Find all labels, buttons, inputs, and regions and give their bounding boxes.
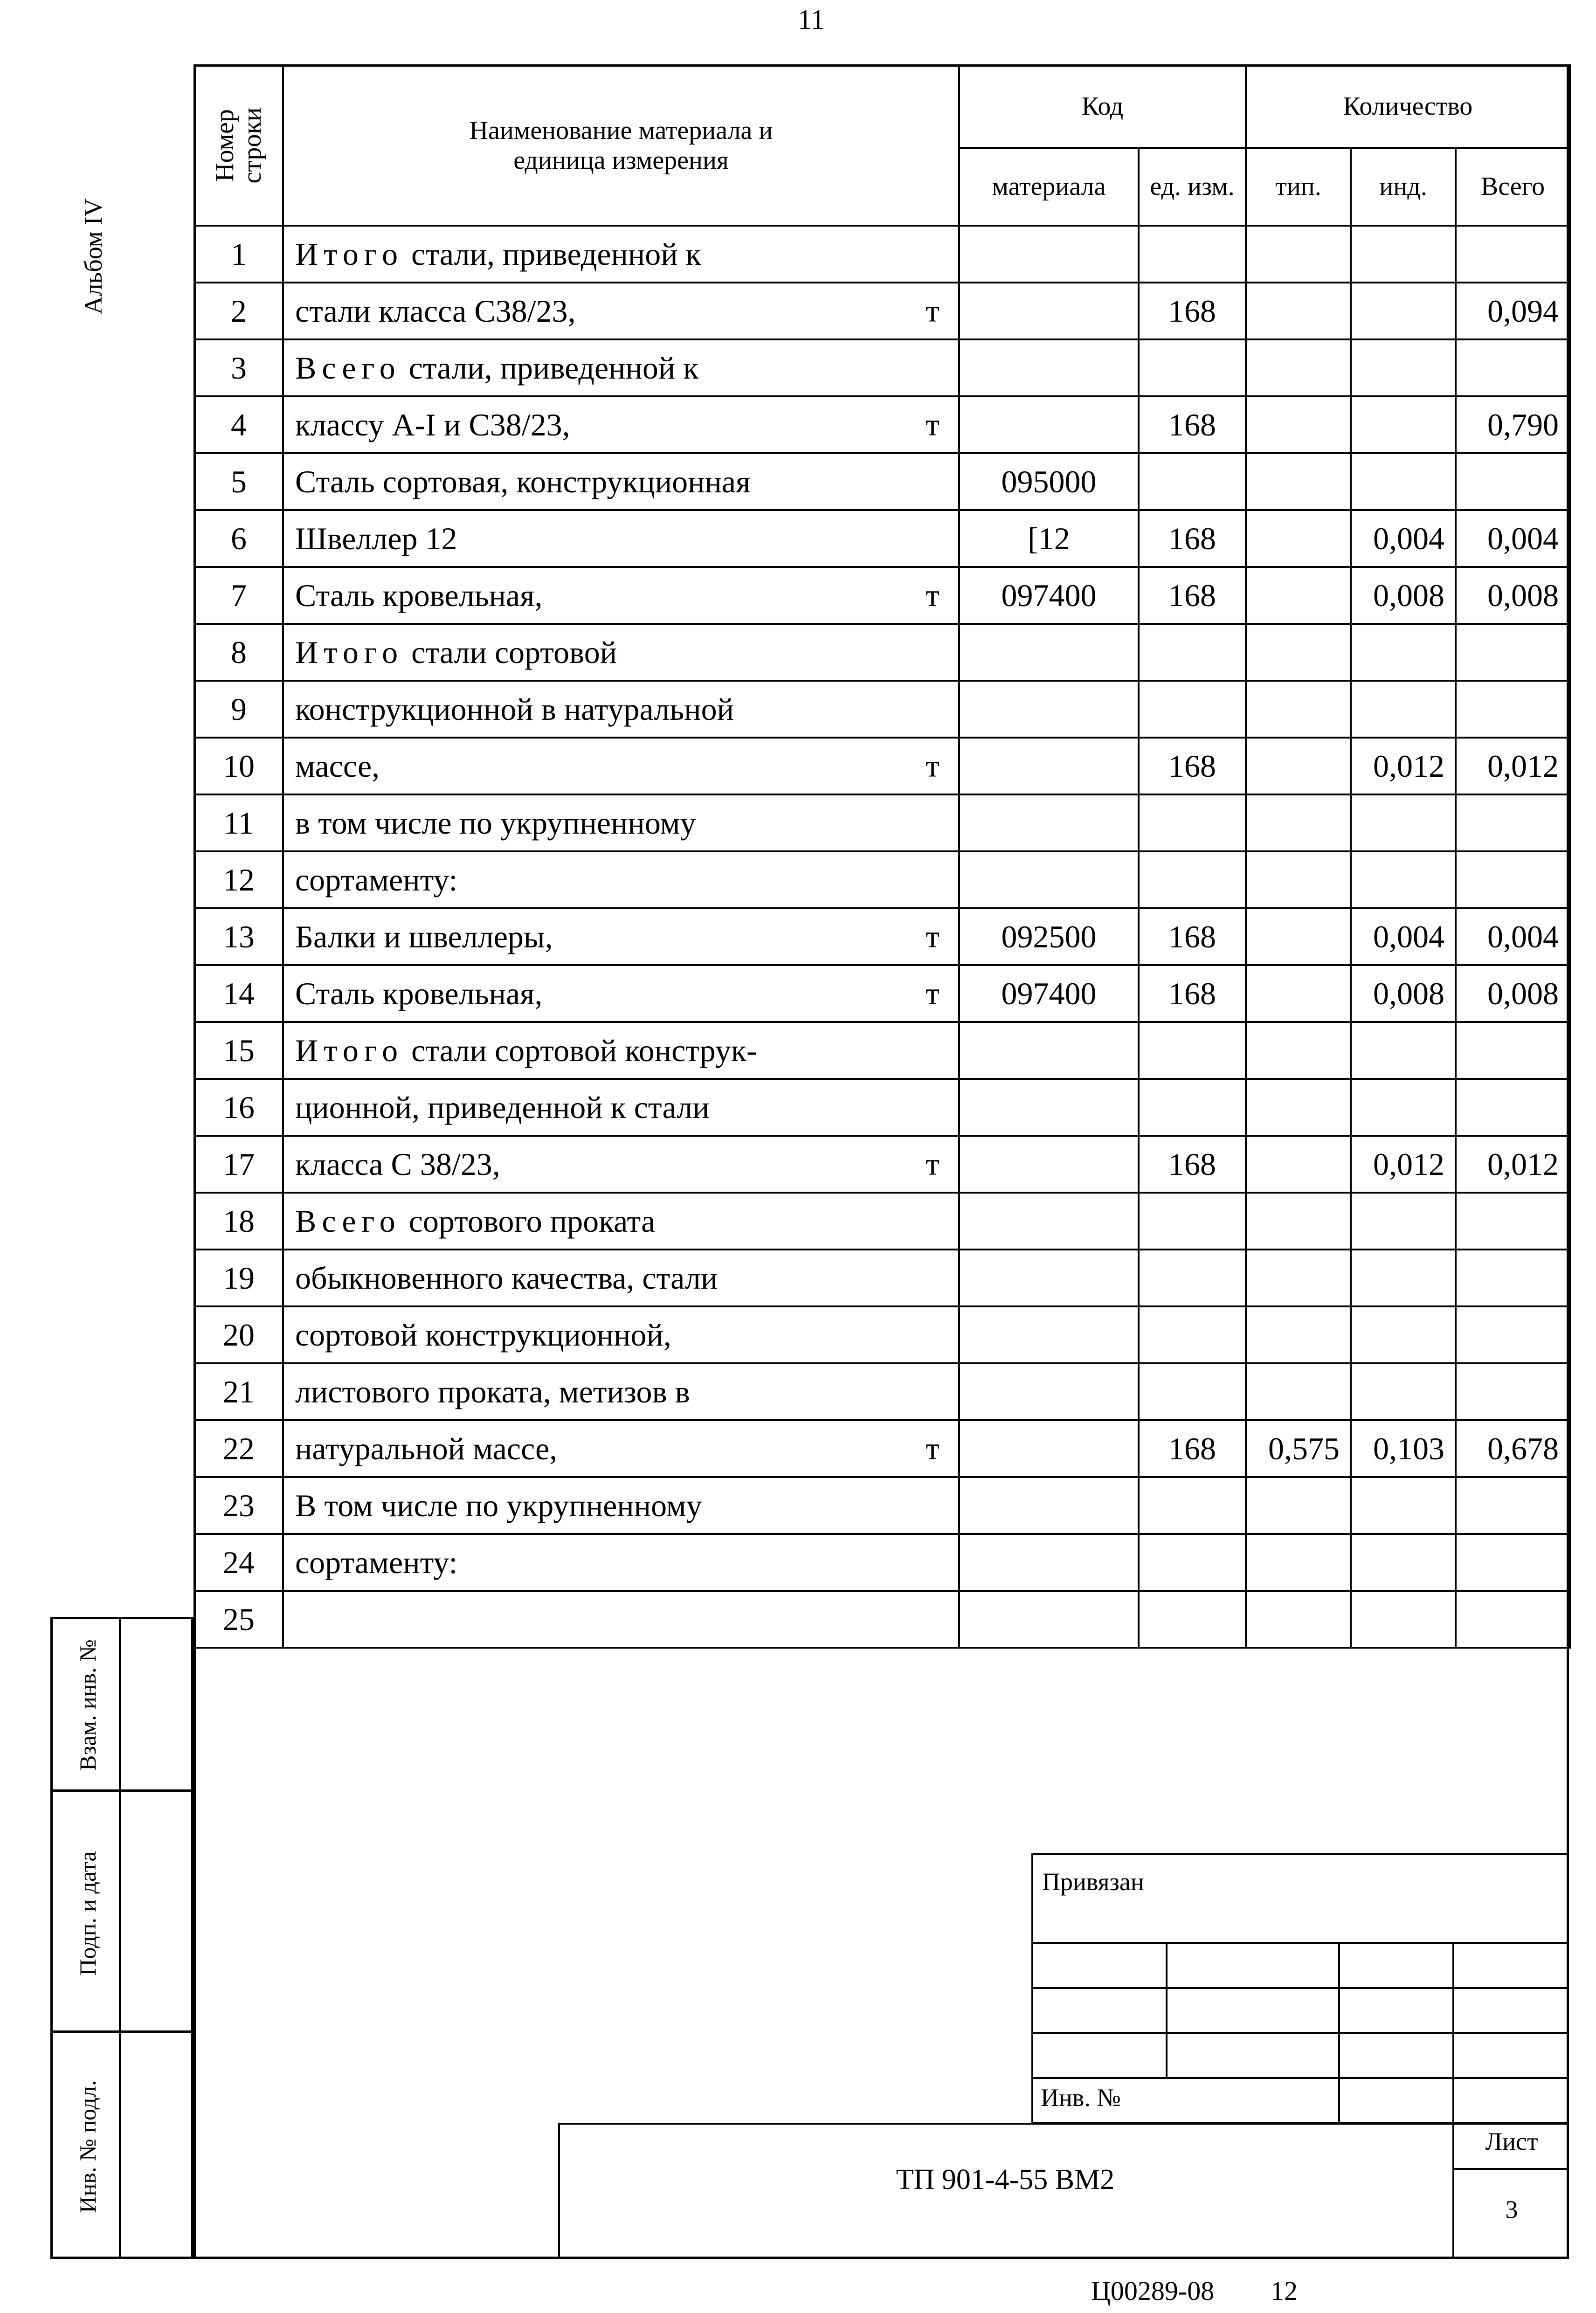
row-material-code — [959, 1534, 1139, 1591]
table-row — [194, 1022, 1570, 1079]
row-qty-total — [1456, 1193, 1570, 1250]
row-name-text: Швеллер 12 — [295, 520, 457, 556]
row-qty-typ — [1246, 1477, 1351, 1534]
row-qty-ind — [1351, 1022, 1456, 1079]
table-row — [194, 283, 1570, 339]
stamp-inv-label: Инв. № — [1041, 2084, 1121, 2112]
row-qty-ind — [1351, 396, 1456, 453]
row-unit-code — [1139, 1306, 1246, 1363]
row-unit: т — [926, 293, 940, 329]
row-material-code — [959, 1420, 1139, 1477]
row-qty-total — [1456, 681, 1570, 738]
row-name — [283, 1477, 959, 1534]
row-unit-code: 168 — [1139, 510, 1246, 567]
row-qty-typ — [1246, 681, 1351, 738]
row-number: 22 — [194, 1420, 283, 1477]
row-name — [283, 453, 959, 510]
row-name — [283, 1250, 959, 1306]
header-q-typ: тип. — [1246, 148, 1351, 226]
row-number: 18 — [194, 1193, 283, 1250]
table-row — [194, 908, 1570, 965]
table-row — [194, 1591, 1570, 1648]
row-qty-ind: 0,012 — [1351, 738, 1456, 794]
row-material-code — [959, 1477, 1139, 1534]
row-name-text: натуральной массе, — [295, 1430, 558, 1466]
row-material-code — [959, 1363, 1139, 1420]
row-material-code — [959, 1591, 1139, 1648]
row-qty-total — [1456, 339, 1570, 396]
row-material-code — [959, 396, 1139, 453]
row-qty-ind — [1351, 1363, 1456, 1420]
row-unit-code — [1139, 339, 1246, 396]
row-material-code — [959, 624, 1139, 681]
row-name — [283, 1079, 959, 1136]
row-name-spaced: Всего — [295, 350, 401, 386]
row-qty-ind: 0,004 — [1351, 510, 1456, 567]
row-name-text: стали сортовой — [403, 634, 617, 670]
table-row — [194, 226, 1570, 283]
row-name — [283, 1022, 959, 1079]
row-qty-ind — [1351, 1591, 1456, 1648]
row-qty-total — [1456, 226, 1570, 283]
row-name — [283, 681, 959, 738]
table-row — [194, 681, 1570, 738]
row-material-code: 097400 — [959, 567, 1139, 624]
row-qty-typ — [1246, 339, 1351, 396]
row-material-code — [959, 283, 1139, 339]
row-qty-total — [1456, 1534, 1570, 1591]
row-qty-typ — [1246, 567, 1351, 624]
row-qty-total — [1456, 1079, 1570, 1136]
row-qty-total: 0,008 — [1456, 567, 1570, 624]
row-number: 2 — [194, 283, 283, 339]
row-name-text: Сталь кровельная, — [295, 577, 543, 613]
row-name — [283, 283, 959, 339]
row-name-text: стали класса С38/23, — [295, 293, 576, 329]
row-unit-code — [1139, 1591, 1246, 1648]
table-row — [194, 453, 1570, 510]
side-cell-divider — [50, 2030, 193, 2033]
row-number: 21 — [194, 1363, 283, 1420]
row-qty-ind — [1351, 681, 1456, 738]
stamp-vline — [1338, 1942, 1340, 2124]
row-qty-ind: 0,008 — [1351, 567, 1456, 624]
row-name — [283, 1136, 959, 1193]
row-qty-typ: 0,575 — [1246, 1420, 1351, 1477]
row-unit-code: 168 — [1139, 396, 1246, 453]
row-name-text: сортовой конструкционной, — [295, 1317, 671, 1353]
header-row-number — [194, 65, 283, 226]
row-qty-total — [1456, 1250, 1570, 1306]
row-qty-ind — [1351, 624, 1456, 681]
row-name — [283, 1591, 959, 1648]
row-qty-total — [1456, 1477, 1570, 1534]
row-unit-code: 168 — [1139, 1420, 1246, 1477]
materials-table — [193, 64, 1571, 1649]
row-qty-ind — [1351, 1306, 1456, 1363]
document-code: ТП 901-4-55 ВМ2 — [896, 2164, 1115, 2196]
row-qty-ind: 0,004 — [1351, 908, 1456, 965]
stamp-hline — [1031, 1942, 1569, 1944]
row-material-code — [959, 1193, 1139, 1250]
row-qty-ind: 0,012 — [1351, 1136, 1456, 1193]
row-unit-code — [1139, 1363, 1246, 1420]
row-qty-typ — [1246, 965, 1351, 1022]
row-qty-ind — [1351, 339, 1456, 396]
row-unit: т — [926, 918, 940, 954]
row-number: 17 — [194, 1136, 283, 1193]
row-name-text: Сталь сортовая, конструкционная — [295, 463, 751, 499]
table-row — [194, 1420, 1570, 1477]
table-row — [194, 1534, 1570, 1591]
table-row — [194, 851, 1570, 908]
row-unit-code: 168 — [1139, 738, 1246, 794]
row-material-code: 097400 — [959, 965, 1139, 1022]
row-material-code — [959, 794, 1139, 851]
row-qty-typ — [1246, 453, 1351, 510]
row-unit-code — [1139, 794, 1246, 851]
row-qty-ind — [1351, 1193, 1456, 1250]
table-row — [194, 1136, 1570, 1193]
row-material-code: 092500 — [959, 908, 1139, 965]
row-qty-typ — [1246, 510, 1351, 567]
row-name-text: стали, приведенной к — [403, 236, 701, 272]
row-unit: т — [926, 577, 940, 613]
row-qty-total: 0,008 — [1456, 965, 1570, 1022]
row-number: 8 — [194, 624, 283, 681]
stamp-hline — [1452, 2168, 1569, 2170]
row-unit-code — [1139, 681, 1246, 738]
side-label-podp: Подп. и дата — [75, 1851, 101, 1976]
row-qty-typ — [1246, 1250, 1351, 1306]
row-qty-ind — [1351, 283, 1456, 339]
table-row — [194, 624, 1570, 681]
row-unit-code — [1139, 226, 1246, 283]
footer-number: 12 — [1271, 2276, 1298, 2306]
row-name-spaced: Итого — [295, 1032, 404, 1068]
row-name — [283, 567, 959, 624]
row-name-text: листового проката, метизов в — [295, 1374, 690, 1409]
row-name — [283, 965, 959, 1022]
row-name — [283, 851, 959, 908]
row-unit-code — [1139, 1193, 1246, 1250]
row-number: 11 — [194, 794, 283, 851]
row-qty-typ — [1246, 1136, 1351, 1193]
table-row — [194, 567, 1570, 624]
row-qty-total: 0,012 — [1456, 738, 1570, 794]
row-name — [283, 624, 959, 681]
table-row — [194, 339, 1570, 396]
row-name-text: массе, — [295, 748, 380, 784]
row-qty-typ — [1246, 908, 1351, 965]
row-name — [283, 226, 959, 283]
row-qty-ind: 0,103 — [1351, 1420, 1456, 1477]
row-qty-typ — [1246, 283, 1351, 339]
stamp-vline — [1452, 1942, 1454, 2124]
row-name-text: В том числе по укрупненному — [295, 1487, 702, 1523]
row-qty-total — [1456, 1363, 1570, 1420]
row-name-text: ционной, приведенной к стали — [295, 1089, 710, 1125]
row-number: 20 — [194, 1306, 283, 1363]
row-qty-ind — [1351, 1079, 1456, 1136]
row-name-spaced: Итого — [295, 236, 404, 272]
row-name-text: классу А-I и С38/23, — [295, 407, 570, 442]
row-unit-code: 168 — [1139, 908, 1246, 965]
header-q-ind: инд. — [1351, 148, 1456, 226]
row-number: 9 — [194, 681, 283, 738]
row-name — [283, 1534, 959, 1591]
row-qty-typ — [1246, 624, 1351, 681]
row-qty-total — [1456, 794, 1570, 851]
row-name — [283, 1363, 959, 1420]
row-qty-total — [1456, 453, 1570, 510]
stamp-privyazan-label: Привязан — [1042, 1868, 1144, 1896]
table-row — [194, 396, 1570, 453]
header-code: Код — [959, 65, 1246, 148]
table-row — [194, 965, 1570, 1022]
stamp-hline — [1031, 2032, 1569, 2034]
sheet-number: 3 — [1505, 2196, 1518, 2223]
row-material-code — [959, 738, 1139, 794]
table-row — [194, 1193, 1570, 1250]
row-unit-code — [1139, 1477, 1246, 1534]
table-row — [194, 794, 1570, 851]
row-qty-total — [1456, 1022, 1570, 1079]
row-material-code — [959, 1022, 1139, 1079]
row-qty-total — [1456, 1591, 1570, 1648]
row-unit-code — [1139, 453, 1246, 510]
footer-code: Ц00289-08 — [1091, 2276, 1215, 2306]
row-name-text: сортаменту: — [295, 862, 458, 898]
sheet-label: Лист — [1485, 2127, 1538, 2155]
row-unit-code: 168 — [1139, 283, 1246, 339]
row-material-code — [959, 1306, 1139, 1363]
row-name-text: в том числе по укрупненному — [295, 805, 696, 841]
row-name-text: сортаменту: — [295, 1544, 458, 1580]
row-number: 13 — [194, 908, 283, 965]
row-qty-total: 0,094 — [1456, 283, 1570, 339]
row-material-code — [959, 851, 1139, 908]
row-qty-total: 0,678 — [1456, 1420, 1570, 1477]
row-name-text: сортового проката — [401, 1203, 656, 1239]
row-unit-code: 168 — [1139, 1136, 1246, 1193]
row-qty-typ — [1246, 226, 1351, 283]
row-qty-total: 0,790 — [1456, 396, 1570, 453]
row-qty-typ — [1246, 1022, 1351, 1079]
row-qty-ind: 0,008 — [1351, 965, 1456, 1022]
table-row — [194, 738, 1570, 794]
row-material-code: 095000 — [959, 453, 1139, 510]
row-material-code — [959, 226, 1139, 283]
row-number: 4 — [194, 396, 283, 453]
row-qty-total — [1456, 1306, 1570, 1363]
row-unit: т — [926, 1146, 940, 1182]
row-unit-code: 168 — [1139, 567, 1246, 624]
row-qty-typ — [1246, 1591, 1351, 1648]
row-material-code — [959, 1136, 1139, 1193]
row-material-code — [959, 681, 1139, 738]
header-code-unit: ед. изм. — [1139, 148, 1246, 226]
row-qty-typ — [1246, 851, 1351, 908]
row-name — [283, 908, 959, 965]
table-row — [194, 1363, 1570, 1420]
row-qty-total — [1456, 624, 1570, 681]
stamp-hline — [1031, 1987, 1569, 1989]
row-qty-ind — [1351, 453, 1456, 510]
row-qty-typ — [1246, 1306, 1351, 1363]
row-number: 12 — [194, 851, 283, 908]
row-qty-total — [1456, 851, 1570, 908]
row-number: 16 — [194, 1079, 283, 1136]
row-number: 7 — [194, 567, 283, 624]
row-number: 24 — [194, 1534, 283, 1591]
stamp-vline — [1166, 1942, 1168, 2077]
row-qty-ind — [1351, 851, 1456, 908]
header-code-material: материала — [959, 148, 1139, 226]
row-unit: т — [926, 975, 940, 1011]
row-material-code — [959, 1250, 1139, 1306]
row-name-text: класса С 38/23, — [295, 1146, 500, 1182]
row-unit: т — [926, 748, 940, 784]
page-number: 11 — [798, 4, 825, 35]
row-unit-code — [1139, 1534, 1246, 1591]
row-unit-code — [1139, 624, 1246, 681]
row-name-text: стали, приведенной к — [401, 350, 699, 386]
row-number: 25 — [194, 1591, 283, 1648]
row-qty-ind — [1351, 1534, 1456, 1591]
row-number: 14 — [194, 965, 283, 1022]
row-qty-ind — [1351, 1250, 1456, 1306]
row-qty-typ — [1246, 1079, 1351, 1136]
row-qty-typ — [1246, 794, 1351, 851]
row-name — [283, 1420, 959, 1477]
row-name — [283, 510, 959, 567]
row-number: 15 — [194, 1022, 283, 1079]
table-row — [194, 1306, 1570, 1363]
row-unit: т — [926, 1430, 940, 1466]
side-cell-divider — [50, 1789, 193, 1792]
row-qty-typ — [1246, 738, 1351, 794]
row-name — [283, 339, 959, 396]
header-name-text: Наименование материала и единица измерения — [469, 116, 773, 175]
row-qty-ind — [1351, 794, 1456, 851]
row-unit-code — [1139, 851, 1246, 908]
row-name-text: обыкновенного качества, стали — [295, 1260, 718, 1296]
side-label-inv: Инв. № подл. — [75, 2080, 101, 2213]
row-qty-typ — [1246, 396, 1351, 453]
table-row — [194, 510, 1570, 567]
album-label: Альбом IV — [79, 198, 107, 315]
row-qty-typ — [1246, 1193, 1351, 1250]
table-row — [194, 1250, 1570, 1306]
header-quantity: Количество — [1246, 65, 1570, 148]
row-name — [283, 738, 959, 794]
row-qty-ind — [1351, 226, 1456, 283]
header-q-total: Всего — [1456, 148, 1570, 226]
stamp-hline — [1031, 2077, 1569, 2079]
row-number: 1 — [194, 226, 283, 283]
row-material-code — [959, 339, 1139, 396]
row-qty-total: 0,004 — [1456, 908, 1570, 965]
row-unit: т — [926, 407, 940, 442]
row-name — [283, 1306, 959, 1363]
row-number: 6 — [194, 510, 283, 567]
row-qty-typ — [1246, 1363, 1351, 1420]
row-unit-code — [1139, 1022, 1246, 1079]
row-unit-code: 168 — [1139, 965, 1246, 1022]
row-name-text: стали сортовой конструк- — [403, 1032, 757, 1068]
row-number: 19 — [194, 1250, 283, 1306]
row-unit-code — [1139, 1250, 1246, 1306]
row-name — [283, 794, 959, 851]
side-label-vzam: Взам. инв. № — [75, 1639, 101, 1771]
row-name-spaced: Итого — [295, 634, 404, 670]
table-row — [194, 1079, 1570, 1136]
row-unit-code — [1139, 1079, 1246, 1136]
row-qty-total: 0,004 — [1456, 510, 1570, 567]
row-name-text: Балки и швеллеры, — [295, 918, 553, 954]
row-name — [283, 1193, 959, 1250]
row-material-code — [959, 1079, 1139, 1136]
row-name — [283, 396, 959, 453]
row-name-spaced: Всего — [295, 1203, 401, 1239]
row-number: 5 — [194, 453, 283, 510]
row-name-text: конструкционной в натуральной — [295, 691, 734, 727]
row-number: 10 — [194, 738, 283, 794]
row-number: 3 — [194, 339, 283, 396]
row-material-code: [12 — [959, 510, 1139, 567]
table-row — [194, 1477, 1570, 1534]
row-qty-ind — [1351, 1477, 1456, 1534]
row-qty-total: 0,012 — [1456, 1136, 1570, 1193]
row-number: 23 — [194, 1477, 283, 1534]
row-qty-typ — [1246, 1534, 1351, 1591]
header-row-number-text: Номер строки — [210, 107, 267, 184]
header-name — [283, 65, 959, 226]
row-name-text: Сталь кровельная, — [295, 975, 543, 1011]
